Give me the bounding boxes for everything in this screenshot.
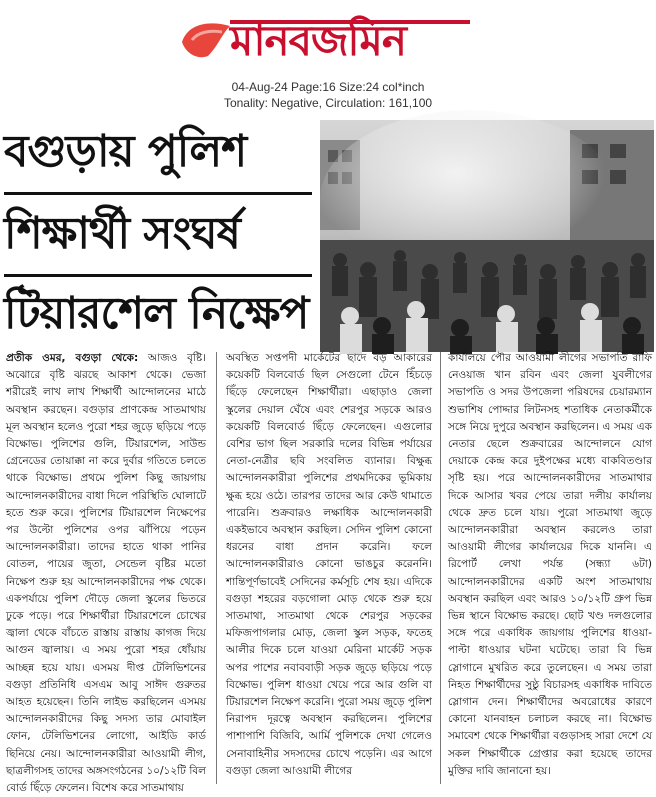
tonality-info: Tonality: Negative, Circulation: 161,100 bbox=[223, 96, 433, 110]
column-divider bbox=[440, 352, 441, 784]
newspaper-logo bbox=[178, 6, 478, 72]
dateline: প্রতীক ওমর, বগুড়া থেকে: bbox=[6, 352, 139, 364]
headline-line-1: বগুড়ায় পুলিশ bbox=[4, 126, 247, 177]
column-divider bbox=[216, 352, 217, 784]
crowd-photo-icon bbox=[320, 120, 654, 352]
brush-stroke-icon bbox=[178, 12, 238, 72]
article-column-3 bbox=[448, 350, 652, 787]
column-1-text: আজও বৃষ্টি। অঝোরে বৃষ্টি ঝরছে আকাশ থেকে। ভেজা শরীরেই লাখ লাখ শিক্ষার্থী আন্দোলনের মাঠে অবস্থান করছেন। বগুড়ার প্রাণকেন্দ্র সাতমাথায় মূল অবস্থান হলেও পুরো শহর জুড়ে ছড়িয়ে পড়ে বিক্ষোভ। পুলিশের গুলি, টিয়ারশেল, সাউন্ড গ্রেনেডের তোয়াক্কা না করে দুর্বার গতিতে চলতে থাকে বিক্ষোভ। প্রথমে পুলিশ কিছু জায়গায় আন্দোলনকারীদের বাধা দিলে পরিস্থিতি ঘোলাটে হতে শুরু করে। পুলিশের টিয়ারশেল নিক্ষেপের পর উল্টো পুলিশের ওপর ঝাঁপিয়ে পড়েন আন্দোলনকারীরা। তাদের হাতে থাকা পানির বোতল, পায়ের জুতা, সেন্ডেল বৃষ্টির মতো নিক্ষেপ শুরু হয় আন্দোলনকারীদের পক্ষ থেকে। একপর্যায়ে পুলিশ দৌড়ে জেলা স্কুলের ভিতরে ঢুকে পড়ে। পরে শিক্ষার্থীরা টিয়ারশেলে চোখের জ্বালা থেকে বাঁচতে রাস্তায় রাস্তায় কাগজ দিয়ে আগুন জ্বালায়। এ সময় পুরো শহর ধোঁয়ায় আচ্ছন্ন হয়ে যায়। এসময় দীপ্ত টেলিভিশনের বগুড়া প্রতিনিধি এসএম আবু সাঈদ গুরুতর আহত হয়েছেন। তিনি লাইভ করছিলেন এসময় আন্দোলনকারীদের কিছু সদস্য তার মোবাইল ফোন, টেলিভিশনের লোগো, আইডি কার্ড ছিনিয়ে নেয়। আন্দোলনকারীরা আওয়ামী লীগ, ছাত্রলীগসহ তাদের অঙ্গসংগঠনের ১০/১২টি বিল বোর্ড ছিঁড়ে ফেলেন। বিশেষ করে সাতমাথায় bbox=[6, 352, 206, 795]
column-3-text: কার্যালয়ে পৌর আওয়ামী লীগের সভাপতি রাফি নেওয়াজ খান রবিন এবং জেলা যুবলীগের সভাপতি ও সদর উপজেলা পরিষদের চেয়ারম্যান শুভাশিষ পোদ্দার লিটনসহ শতাধিক নেতাকর্মীকে সঙ্গে নিয়ে দুপুরে অবস্থান করছিলেন। এ সময় এক নেতার ছেলে শুক্রবারের আন্দোলনে যোগ দেয়াকে কেন্দ্র করে দুইপক্ষের মধ্যে বাকবিতণ্ডার সৃষ্টি হয়। পরে আন্দোলনকারীদের সাতমাথার দিকে আসার খবর পেয়ে তারা দলীয় কার্যালয় থেকে দ্রুত চলে যায়। পুরো সাতমাথা জুড়ে আন্দোলনকারীরা অবস্থান করলেও তারা আওয়ামী লীগের কার্যালয়ের দিকে যাননি। এ রিপোর্ট লেখা পর্যন্ত (সন্ধ্যা ৬টা) আন্দোলনকারীদের একটি অংশ সাতমাথায় অবস্থান করছিল এবং আরও ১০/১২টি গ্রুপ ভিন্ন ভিন্ন স্থানে বিক্ষোভ করছে। ছোট খণ্ড দলগুলোর সঙ্গে পরে একাধিক জায়গায় পুলিশের ধাওয়া-পাল্টা ধাওয়ার ঘটনা ঘটেছে। তারা বি ভিন্ন স্লোগানে মুখরিত করে তুলেছেন। এ সময় তারা নিহত শিক্ষার্থীদের সুষ্ঠু বিচারসহ একাধিক দাবিতে স্লোগান দেন। শিক্ষার্থীদের অবরোধের কারণে কোনো যানবাহন চলাচল করছে না। বিক্ষোভ সমাবেশ থেকে শিক্ষার্থীরা বগুড়াসহ সারা দেশে যে সকল শিক্ষার্থীকে গ্রেপ্তার করা হয়েছে তাদের মুক্তির দাবি জানানো হয়। bbox=[448, 352, 652, 777]
headline-line-3: টিয়ারশেল নিক্ষেপ bbox=[4, 288, 309, 339]
headline-divider bbox=[4, 192, 312, 195]
headline-line-2: শিক্ষার্থী সংঘর্ষ bbox=[4, 208, 240, 259]
article-column-2 bbox=[226, 350, 432, 787]
clip-info: 04-Aug-24 Page:16 Size:24 col*inch bbox=[231, 80, 425, 94]
masthead bbox=[0, 0, 656, 110]
article-column-1 bbox=[6, 350, 206, 795]
headline-divider bbox=[4, 274, 312, 277]
column-2-text: অবস্থিত সপ্তপদী মার্কেটের ছাদে বড় আকারের কয়েকটি বিলবোর্ড ছিল সেগুলো টেনে হিঁচড়ে ছিঁড়ে ফেলেছেন শিক্ষার্থীরা। এছাড়াও জেলা স্কুলের দেয়াল ঘেঁষে এবং শেরপুর সড়কে আরও কয়েকটি বিলবোর্ড ছিঁড়ে ফেলেছেন। এগুলোর বেশির ভাগ ছিল সরকারি দলের বিভিন্ন পর্যায়ের নেতা-নেত্রীর ছবি সংবলিত ব্যানার। বিক্ষুব্ধ আন্দোলনকারীরা পুলিশের প্রথমদিকের ভূমিকায় ক্ষুব্ধ হয়ে ওঠে। তারপর তাদের আর কেউ থামাতে পারেনি। শুক্রবারও লক্ষাধিক আন্দোলনকারী একইভাবে অবস্থান করছিল। সেদিন পুলিশ কোনো ধরনের বাধা প্রদান করেনি। ফলে আন্দোলনকারীরাও কোনো ভাঙচুর করেননি। শান্তিপূর্ণভাবেই সেদিনের কর্মসূচি শেষ হয়। এদিকে বগুড়া শহরের বড়গোলা মোড় থেকে শুরু হয়ে সাতমাথা, সাতমাথা থেকে শেরপুর সড়কের মফিজপাগলার মোড়, জেলা স্কুল সড়ক, ফতেহ আলীর দিকে চলে যাওয়া মেরিনা মার্কেট সড়ক অপর পাশের নবাববাড়ী সড়ক জুড়ে ছড়িয়ে পড়ে বিক্ষোভ। পুলিশ ধাওয়া খেয়ে পরে আর গুলি বা টিয়ারশেল নিক্ষেপ করেনি। পুরো সময় জুড়ে পুলিশ নিরাপদ দূরত্বে অবস্থান করছিলেন। পুলিশের পাশাপাশি বিজিবি, আর্মি পুলিশকে দেখা গেলেও সেনাবাহিনীর সদস্যদের চোখে পড়েনি। এর আগে বগুড়া জেলা আওয়ামী লীগের bbox=[226, 352, 432, 777]
logo-text: মানবজমিন bbox=[230, 16, 406, 65]
